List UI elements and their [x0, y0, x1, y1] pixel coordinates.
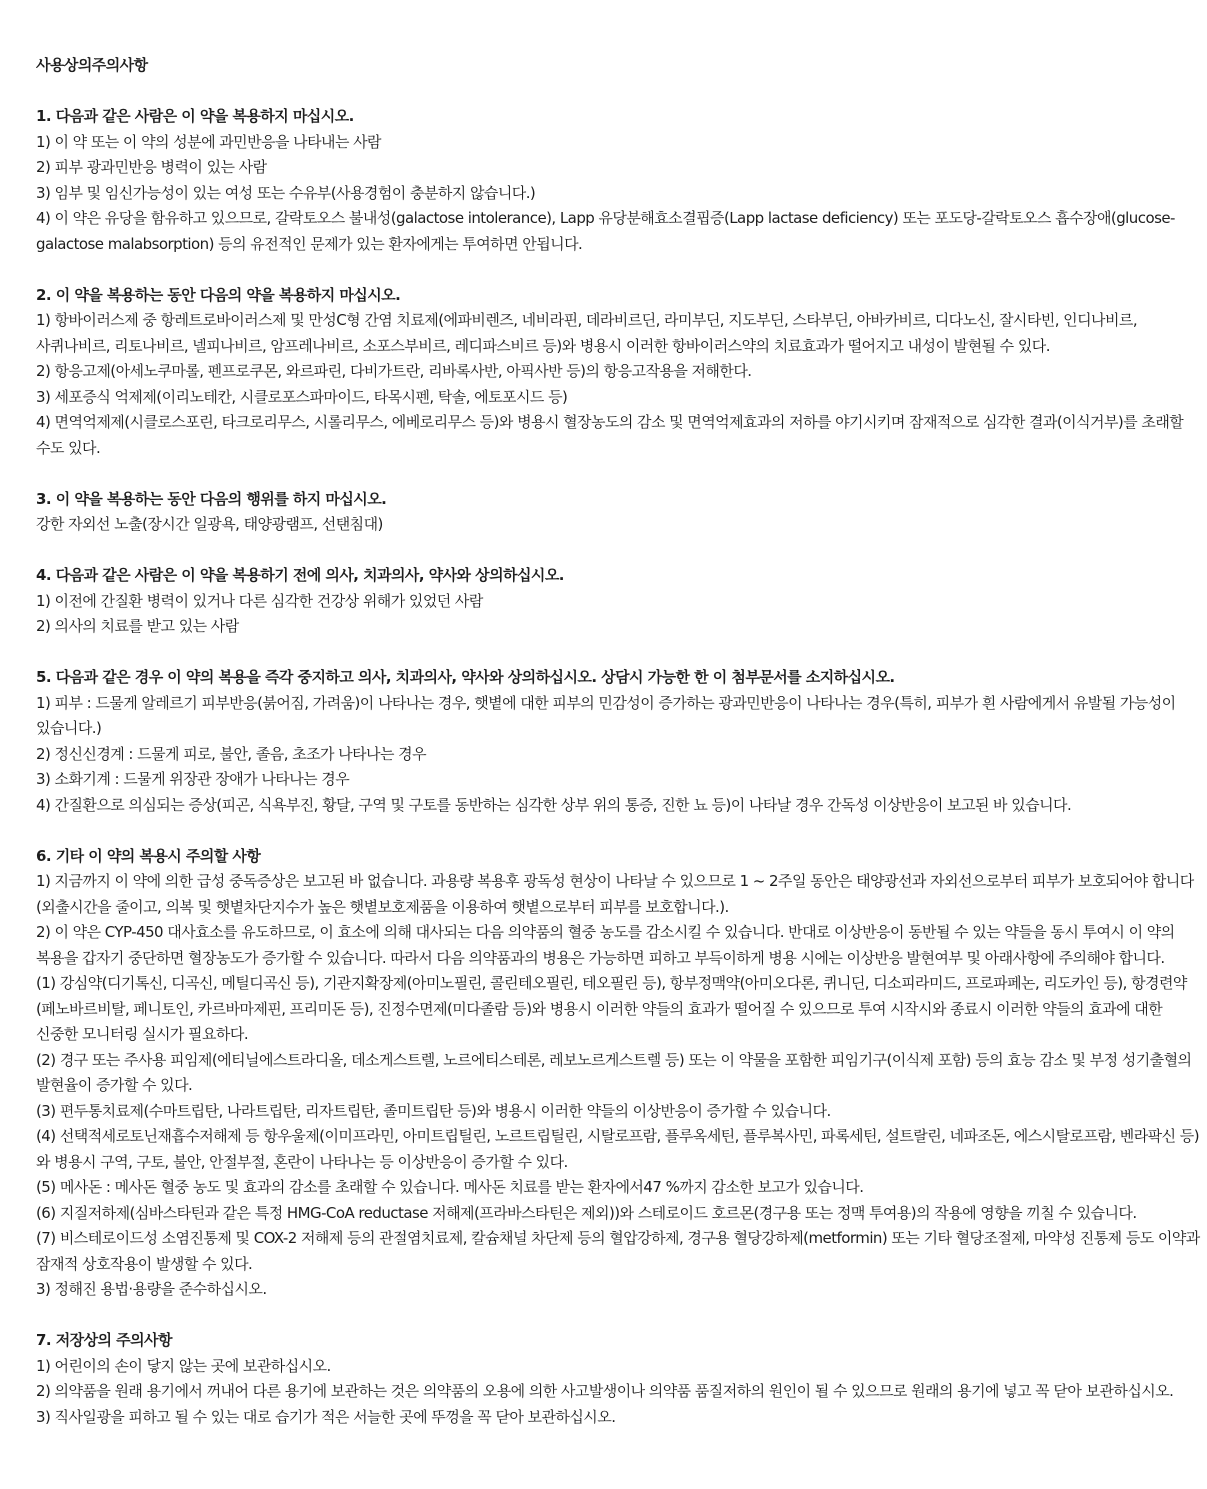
section-heading: 3. 이 약을 복용하는 동안 다음의 행위를 하지 마십시오. — [36, 489, 387, 508]
section-heading: 1. 다음과 같은 사람은 이 약을 복용하지 마십시오. — [36, 107, 354, 125]
section-heading: 2. 이 약을 복용하는 동안 다음의 약을 복용하지 마십시오. — [36, 285, 401, 304]
section-line: 1) 이전에 간질환 병력이 있거나 다른 심각한 건강상 위해가 있었던 사람 — [36, 591, 483, 610]
section-line: (3) 편두통치료제(수마트립탄, 나라트립탄, 리자트립탄, 졸미트립탄 등)와 병용시 이러한 약들의 이상반응이 증가할 수 있습니다. — [36, 1101, 831, 1120]
section-line: 3) 소화기계 : 드물게 위장관 장애가 나타나는 경우 — [36, 770, 350, 788]
section-line: (2) 경구 또는 주사용 피임제(에티닐에스트라디올, 데소게스트렐, 노르에티스테론, 레보노르게스트렐 등) 또는 이 약물을 포함한 피임기구(이식제 포함) 등의 효능 감소 및 부정 성기출혈의 발현율이 증가할 수 있다. — [36, 1050, 1192, 1094]
section-prohibited-activities — [36, 487, 1203, 538]
document-title: 사용상의주의사항 — [36, 56, 148, 74]
section-line: 3) 직사일광을 피하고 될 수 있는 대로 습기가 적은 서늘한 곳에 뚜껑을 꼭 닫아 보관하십시오. — [36, 1407, 616, 1426]
section-line: 3) 임부 및 임신가능성이 있는 여성 또는 수유부(사용경험이 충분하지 않습니다.) — [36, 183, 536, 202]
section-heading: 4. 다음과 같은 사람은 이 약을 복용하기 전에 의사, 치과의사, 약사와 상의하십시오. — [36, 566, 564, 584]
section-stop-use — [36, 665, 1203, 818]
section-drug-interactions — [36, 283, 1203, 462]
section-line: (4) 선택적세로토닌재흡수저해제 등 항우울제(이미프라민, 아미트립틸린, 노르트립틸린, 시탈로프람, 플루옥세틴, 플루복사민, 파록세틴, 설트랄린, 네파조돈, 에스시탈로프람, 벤라팍신 등)와 병용시 구역, 구토, 불안, 안절부절, 혼란이 나타나는 등 이상반응이 증가할 수 있다. — [36, 1127, 1200, 1171]
section-line: 2) 항응고제(아세노쿠마롤, 펜프로쿠몬, 와르파린, 다비가트란, 리바록사반, 아픽사반 등)의 항응고작용을 저해한다. — [36, 362, 752, 380]
section-line: 3) 정해진 용법·용량을 준수하십시오. — [36, 1280, 267, 1298]
section-line: 4) 이 약은 유당을 함유하고 있으므로, 갈락토오스 불내성(galactose intolerance), Lapp 유당분해효소결핍증(Lapp lactase deficiency) 또는 포도당-갈락토오스 흡수장애(glucose-galactose malabsorption) 등의 유전적인 문제가 있는 환자에게는 투여하면 안됩니다. — [36, 209, 1175, 253]
section-heading: 5. 다음과 같은 경우 이 약의 복용을 즉각 중지하고 의사, 치과의사, 약사와 상의하십시오. 상담시 가능한 한 이 첨부문서를 소지하십시오. — [36, 668, 895, 686]
section-heading: 6. 기타 이 약의 복용시 주의할 사항 — [36, 846, 261, 865]
section-line: (6) 지질저하제(심바스타틴과 같은 특정 HMG-CoA reductase 저해제(프라바스타틴은 제외))와 스테로이드 호르몬(경구용 또는 정맥 투여용)의 작용에 영향을 끼칠 수 있습니다. — [36, 1203, 1137, 1222]
section-line: (1) 강심약(디기톡신, 디곡신, 메틸디곡신 등), 기관지확장제(아미노필린, 콜린테오필린, 테오필린 등), 항부정맥약(아미오다론, 퀴니딘, 디소피라미드, 프로파페논, 리도카인 등), 항경련약(페노바르비탈, 페니토인, 카르바마제핀, 프리미돈 등), 진정수면제(미다졸람 등)와 병용시 이러한 약들의 효과가 떨어질 수 있으므로 투여 시작시와 종료시 이러한 약들의 효과에 대한 신중한 모니터링 실시가 필요하다. — [36, 974, 1187, 1043]
section-line: 4) 면역억제제(시클로스포린, 타크로리무스, 시롤리무스, 에베로리무스 등)와 병용시 혈장농도의 감소 및 면역억제효과의 저하를 야기시키며 잠재적으로 심각한 결과(이식거부)를 초래할 수도 있다. — [36, 413, 1184, 457]
section-consult-before-use — [36, 563, 1203, 640]
section-line: 1) 피부 : 드물게 알레르기 피부반응(붉어짐, 가려움)이 나타나는 경우, 햇볕에 대한 피부의 민감성이 증가하는 광과민반응이 나타나는 경우(특히, 피부가 흰 사람에게서 유발될 가능성이 있습니다.) — [36, 693, 1176, 737]
section-line: 2) 의사의 치료를 받고 있는 사람 — [36, 617, 239, 635]
section-line: (7) 비스테로이드성 소염진통제 및 COX-2 저해제 등의 관절염치료제, 칼슘채널 차단제 등의 혈압강하제, 경구용 혈당강하제(metformin) 또는 기타 혈당조절제, 마약성 진통제 등도 이약과 잠재적 상호작용이 발생할 수 있다. — [36, 1229, 1200, 1273]
section-line: 1) 지금까지 이 약에 의한 급성 중독증상은 보고된 바 없습니다. 과용량 복용후 광독성 현상이 나타날 수 있으므로 1 ~ 2주일 동안은 태양광선과 자외선으로부터 피부가 보호되어야 합니다 (외출시간을 줄이고, 의복 및 햇볕차단지수가 높은 햇볕보호제품을 이용하여 햇볕으로부터 피부를 보호합니다.). — [36, 872, 1194, 916]
section-line: (5) 메사돈 : 메사돈 혈중 농도 및 효과의 감소를 초래할 수 있습니다. 메사돈 치료를 받는 환자에서47 %까지 감소한 보고가 있습니다. — [36, 1178, 864, 1196]
section-other-precautions — [36, 844, 1203, 1303]
section-line: 1) 이 약 또는 이 약의 성분에 과민반응을 나타내는 사람 — [36, 132, 382, 151]
section-line: 1) 어린이의 손이 닿지 않는 곳에 보관하십시오. — [36, 1356, 331, 1375]
section-line: 4) 간질환으로 의심되는 증상(피곤, 식욕부진, 황달, 구역 및 구토를 동반하는 심각한 상부 위의 통증, 진한 뇨 등)이 나타날 경우 간독성 이상반응이 보고된 바 있습니다. — [36, 795, 1072, 814]
section-line: 2) 피부 광과민반응 병력이 있는 사람 — [36, 158, 267, 176]
section-line: 2) 정신신경계 : 드물게 피로, 불안, 졸음, 초조가 나타나는 경우 — [36, 744, 427, 763]
section-line: 3) 세포증식 억제제(이리노테칸, 시클로포스파마이드, 타목시펜, 탁솔, 에토포시드 등) — [36, 387, 568, 406]
section-contraindications — [36, 104, 1203, 257]
section-heading: 7. 저장상의 주의사항 — [36, 1331, 172, 1349]
section-line: 2) 이 약은 CYP-450 대사효소를 유도하므로, 이 효소에 의해 대사되는 다음 의약품의 혈중 농도를 감소시킬 수 있습니다. 반대로 이상반응이 동반될 수 있는 약들을 동시 투여시 이 약의 복용을 갑자기 중단하면 혈장농도가 증가할 수 있습니다. 따라서 다음 의약품과의 병용은 가능하면 피하고 부득이하게 병용 시에는 이상반응 발현여부 및 아래사항에 주의해야 합니다. — [36, 923, 1175, 967]
section-line: 1) 항바이러스제 중 항레트로바이러스제 및 만성C형 간염 치료제(에파비렌즈, 네비라핀, 데라비르딘, 라미부딘, 지도부딘, 스타부딘, 아바카비르, 디다노신, 잘시타빈, 인디나비르, 사퀴나비르, 리토나비르, 넬피나비르, 암프레나비르, 소포스부비르, 레디파스비르 등)와 병용시 이러한 항바이러스약의 치료효과가 떨어지고 내성이 발현될 수 있다. — [36, 311, 1138, 355]
section-storage — [36, 1328, 1203, 1430]
section-line: 2) 의약품을 원래 용기에서 꺼내어 다른 용기에 보관하는 것은 의약품의 오용에 의한 사고발생이나 의약품 품질저하의 원인이 될 수 있으므로 원래의 용기에 넣고 꼭 닫아 보관하십시오. — [36, 1382, 1174, 1400]
section-line: 강한 자외선 노출(장시간 일광욕, 태양광램프, 선탠침대) — [36, 515, 383, 533]
